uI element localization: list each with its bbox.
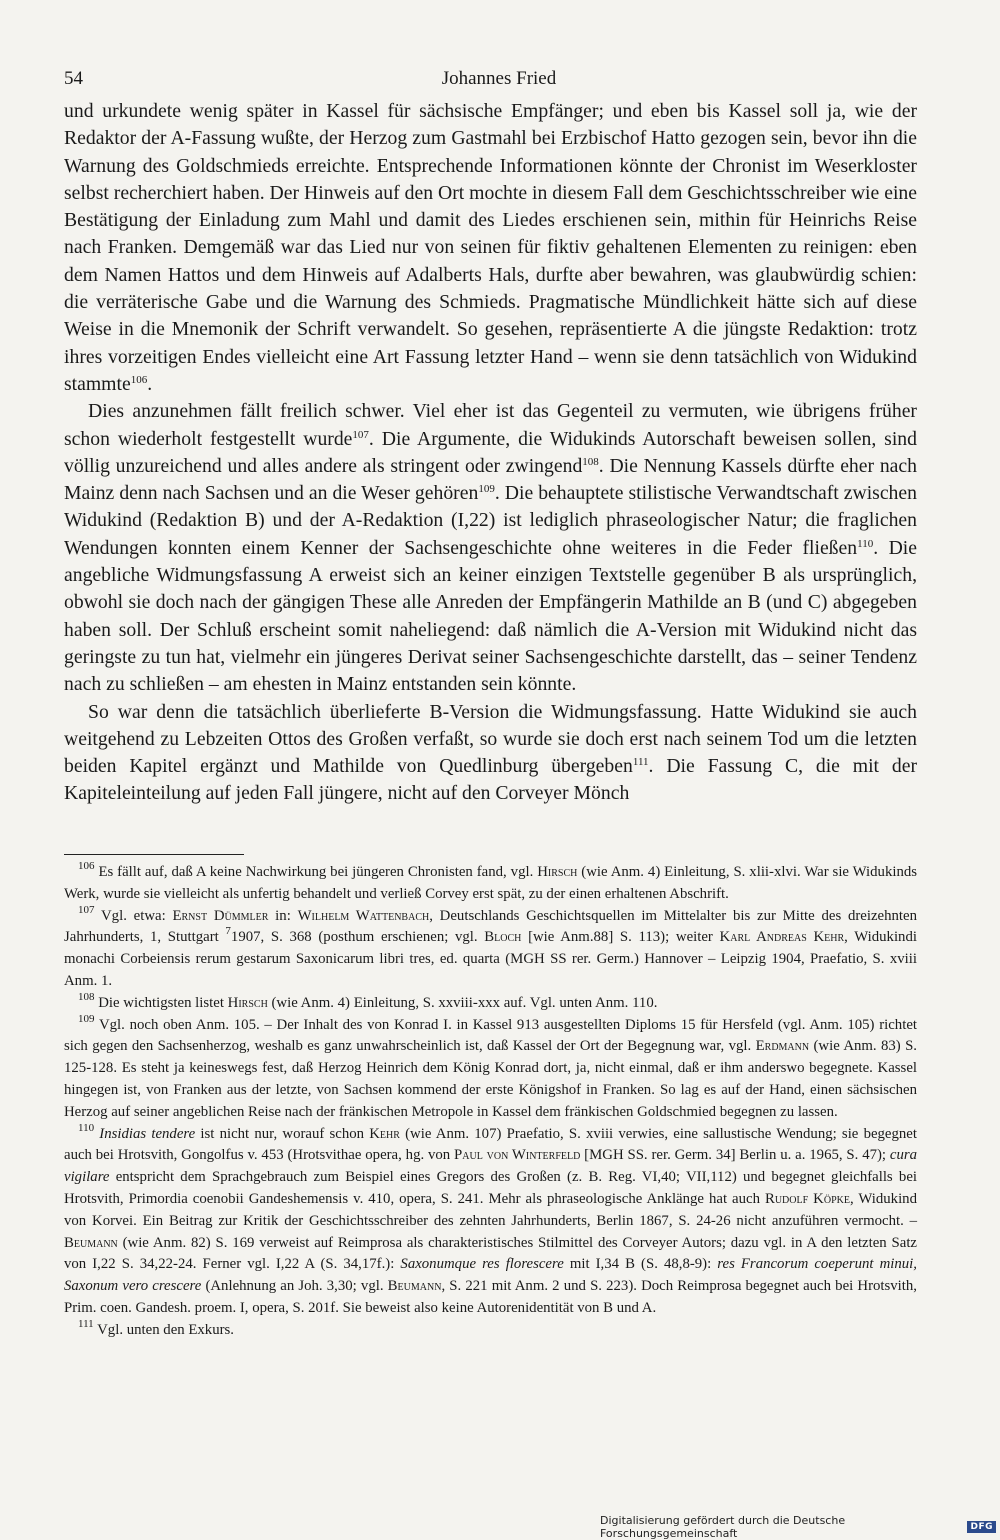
footnote-number: 111 [78,1317,94,1330]
paragraph-3-text-a: So war denn die tatsächlich überlieferte B-Version die Widmungsfassung. Hatte Widukind sie auch weitgehend zu Lebzeiten Ottos des Großen verfaßt, so wurde sie doch erst nach seinem Tod um die letzten beiden Kapitel ergänzt und Mathilde von Quedlinburg übergeben [64,700,917,778]
footnote-text: , S. 221 mit Anm. 2 und S. 223). Doch Reimprosa begegnet auch bei Hrotsvith, Prim. coen. Gandesh. proem. I, opera, S. 201f. Sie beweist also keine Autorenidentität von B und A. [64,1278,917,1316]
footnote-text: , Deutschlands Geschichtsquellen im Mittelalter bis zur Mitte des dreizehnten Jahrhunderts, 1, Stuttgart [64,907,917,946]
latin-phrase: Insidias tendere [99,1125,196,1142]
footnote-text: , Widukind von Korvei. Ein Beitrag zur Kritik der Geschichtsschreiber des zehnten Jahrhunderts, Berlin 1867, S. 24-26 nicht anzuführen vermocht. – [64,1190,917,1229]
footnote-text: [MGH SS. rer. Germ. 34] Berlin u. a. 1965, S. 47); [580,1147,890,1164]
footnote-text: mit I,34 B (S. 48,8-9): [563,1256,718,1273]
running-head: Johannes Fried [441,68,557,89]
footnote-text: Vgl. unten den Exkurs. [97,1321,234,1338]
footer-text: Digitalisierung gefördert durch die Deutsche Forschungsgemeinschaft [600,1514,846,1540]
author-name: Rudolf Köpke [764,1190,850,1207]
footnote-text: , Widukindi monachi Corbeiensis rerum gestarum Saxonicarum libri tres, ed. quarta (MGH SS rer. Germ.) Hannover – Leipzig 1904, Praefatio, S. xviii Anm. 1. [64,929,917,989]
author-name: Karl Andreas Kehr [719,929,845,946]
footnote-number: 110 [78,1121,95,1134]
footnote-number: 107 [78,903,95,916]
author-name: Hirsch [537,864,578,880]
author-name: Bloch [484,929,522,946]
paragraph-2-text-a: Dies anzunehmen fällt freilich schwer. Viel eher ist das Gegenteil zu vermuten, wie übrigens früher schon wiederholt festgestellt wurde [64,400,917,450]
latin-phrase: Saxonumque res florescere [400,1256,564,1273]
author-name: Paul von Winterfeld [454,1147,581,1164]
paragraph-3 [64,699,917,808]
author-name: Kehr [369,1125,400,1142]
footnote-ref-108[interactable]: 108 [582,455,599,468]
page-number: 54 [64,68,83,89]
footnote-number: 109 [78,1012,95,1025]
footnote-111 [64,1317,917,1342]
footnote-text: entspricht dem Sprachgebrauch zum Beispiel eines Gregors des Großen (z. B. Reg. VI,40; VII,112) und begegnet gleichfalls bei Hrotsvith, Primordia coenobii Gandeshemensis v. 410, opera, S. 241. Mehr als phraseologische Anklänge hat auch [64,1169,917,1207]
footnote-text: (wie Anm. 4) Einleitung, S. xxviii-xxx auf. Vgl. unten Anm. 110. [267,994,658,1011]
edition-superscript: 7 [225,925,231,938]
footnote-106 [64,862,917,906]
footnote-110 [64,1121,917,1320]
author-name: Erdmann [755,1038,810,1055]
main-text [64,98,917,808]
footnote-text: in: [268,907,298,924]
footnote-text: Es fällt auf, daß A keine Nachwirkung bei jüngeren Chronisten fand, vgl. [98,864,538,880]
latin-phrase: cura vigilare [64,1147,917,1186]
footnote-separator [64,854,244,855]
footnote-text: Vgl. etwa: [101,907,173,924]
author-name: Ernst Dümmler [172,907,269,924]
author-name: Beumann [387,1278,442,1295]
footnote-text: Vgl. noch oben Anm. 105. – Der Inhalt des von Konrad I. in Kassel 913 ausgestellten Diploms 15 für Hersfeld (vgl. Anm. 105) richtet sich gegen den Sachsenherzog, weshalb es ganz unwahrscheinlich ist, daß Kassel der Ort der Begegnung war, vgl. [64,1016,917,1055]
footnote-text: [wie Anm.88] S. 113); weiter [521,929,720,946]
footnote-text: 1907, S. 368 (posthum erschienen; vgl. [230,929,485,946]
paragraph-3-text-b: . Die Fassung C, die mit der Kapiteleinteilung auf jeden Fall jüngere, nicht auf den Corveyer Mönch [64,755,918,805]
footnote-ref-109[interactable]: 109 [478,483,495,496]
footnote-ref-111[interactable]: 111 [632,756,649,769]
paragraph-1-text: und urkundete wenig später in Kassel für sächsische Empfänger; und eben bis Kassel soll ja, wie der Redaktor der A-Fassung wußte, der Herzog zum Gastmahl bei Erzbischof Hatto gezogen sein, bevor ihn die Warnung des Goldschmieds erreichte. Entsprechende Informationen könnte der Chronist im Weserkloster selbst recherchiert haben. Der Hinweis auf den Ort mochte in diesem Fall dem Geschichtsschreiber wie eine Bestätigung der Einladung zum Mahl und damit des Liedes erschienen sein, mithin für Heinrichs Reise nach Franken. Demgemäß war das Lied nur von seinen für fiktiv gehaltenen Elementen zu reinigen: eben dem Namen Hattos und dem Hinweis auf Adalberts Hals, durfte aber bewahren, was glaubwürdig schien: die verräterische Gabe und die Warnung des Schmieds. Pragmatische Mündlichkeit hätte sich auf diese Weise in die Mnemonik der Schrift verwandelt. So gesehen, repräsentierte A die jüngste Redaktion: trotz ihres vorzeitigen Endes vielleicht eine Art Fassung letzter Hand – wenn sie denn tatsächlich von Widukind stammte [64,100,917,395]
paragraph-2-text-d: . Die behauptete stilistische Verwandtschaft zwischen Widukind (Redaktion B) und der A-Redaktion (I,22) ist lediglich phraseologischer Natur; die fraglichen Wendungen konnten einem Kenner der Sachsengeschichte ohne weiteres in die Feder fließen [64,482,917,559]
author-name: Beumann [64,1234,118,1251]
footnote-ref-110[interactable]: 110 [857,537,874,550]
paragraph-2 [64,398,917,698]
footnote-text: (wie Anm. 4) Einleitung, S. xlii-xlvi. War sie Widukinds Werk, wurde sie vielleicht als unfertig behandelt und verließ Corvey erst spät, zu der einen erhaltenen Abschrift. [64,864,918,902]
paragraph-2-text-e: . Die angebliche Widmungsfassung A erweist sich an keiner einzigen Textstelle gegenüber B als ursprünglich, obwohl sie doch nach der gängigen These alle Anreden der Empfängerin Mathilde an B (und C) abgegeben haben soll. Der Schluß erscheint somit naheliegend: daß nämlich die A-Version mit Widukind nicht das geringste zu tun hat, vielmehr ein jüngeres Derivat seiner Sachsengeschichte darstellt, das – seiner Tendenz nach zu schließen – am ehesten in Mainz entstanden sein könnte. [64,536,917,696]
footnote-text: (wie Anm. 107) Praefatio, S. xviii verwies, eine sallustische Wendung; sie begegnet auch bei Hrotsvith, Gongolfus v. 453 (Hrotsvithae opera, hg. von [64,1125,917,1164]
dfg-logo-icon: DFG [967,1521,996,1533]
footnote-text: (wie Anm. 83) S. 125-128. Es steht ja keineswegs fest, daß Herzog Heinrich dem König Konrad dort, ja, nicht einmal, daß er ihm anderswo begegnete. Kassel hingegen ist, von Franken aus der letzte, von Sachsen kommend der erste Königshof in Franken. So lag es auf der Hand, einen sächsischen Herzog auf seiner angeblichen Reise nach der fränkischen Metropole in Kassel dem fränkischen Goldschmied begegnen zu lassen. [64,1038,917,1120]
paragraph-2-text-c: . Die Nennung Kassels dürfte eher nach Mainz denn nach Sachsen und an die Weser gehören [64,454,917,505]
footnote-number: 106 [78,860,95,872]
footnote-text: (wie Anm. 82) S. 169 verweist auf Reimprosa als charakteristisches Stilmittel des Corveyer Autors; dazu vgl. in A den letzten Satz von I,22 S. 34,22-24. Ferner vgl. I,22 A (S. 34,17f.): [64,1234,917,1273]
footnote-107 [64,903,917,993]
footnote-text: ist nicht nur, worauf schon [195,1125,370,1142]
footnote-text: (Anlehnung an Joh. 3,30; vgl. [201,1278,388,1295]
footnote-ref-107[interactable]: 107 [352,428,369,441]
latin-phrase: res Francorum coeperunt minui, Saxonum vero crescere [64,1256,917,1295]
page-header [64,68,934,98]
footnote-109 [64,1012,917,1124]
digitization-footer [600,1514,1000,1540]
footnote-108 [64,990,917,1015]
paragraph-2-text-b: . Die Argumente, die Widukinds Autorschaft beweisen sollen, sind völlig unzureichend und alles andere als stringent oder zwingend [64,427,917,477]
paragraph-1 [64,98,917,398]
author-name: Wilhelm Wattenbach [297,907,430,924]
author-name: Hirsch [227,994,268,1011]
footnote-number: 108 [78,990,95,1003]
paragraph-1-end: . [147,372,153,395]
footnote-ref-106[interactable]: 106 [130,373,148,386]
footnote-text: Die wichtigsten listet [98,994,228,1011]
footnotes [64,862,917,1342]
